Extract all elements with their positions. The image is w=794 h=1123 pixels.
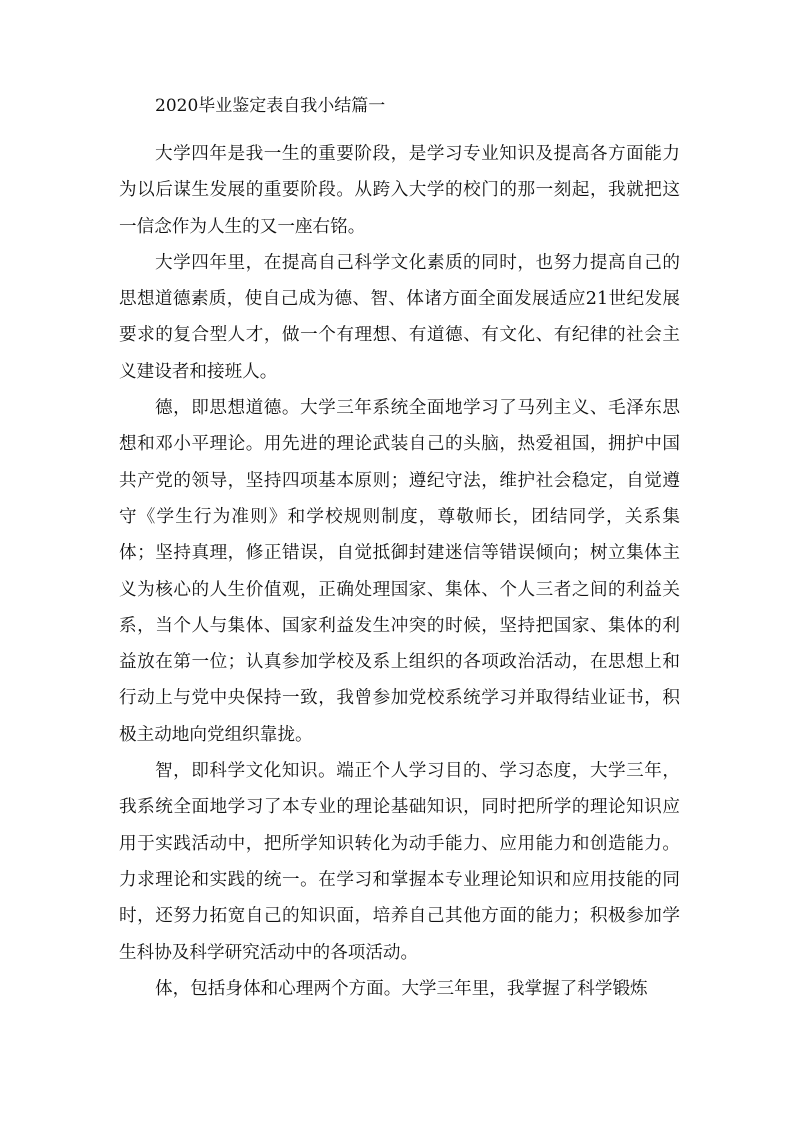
paragraph-moral: 德，即思想道德。大学三年系统全面地学习了马列主义、毛泽东思想和邓小平理论。用先进的理论武装自己的头脑，热爱祖国，拥护中国共产党的领导，坚持四项基本原则；遵纪守法，维护社会稳定，自觉遵守《学生行为准则》和学校规则制度，尊敬师长，团结同学，关系集体；坚持真理，修正错误，自觉抵御封建迷信等错误倾向；树立集体主义为核心的人生价值观，正确处理国家、集体、个人三者之间的利益关系，当个人与集体、国家利益发生冲突的时候，坚持把国家、集体的利益放在第一位；认真参加学校及系上组织的各项政治活动，在思想上和行动上与党中央保持一致，我曾参加党校系统学习并取得结业证书，积极主动地向党组织靠拢。	[119, 398, 680, 745]
paragraph-four-years: 大学四年里，在提高自己科学文化素质的同时，也努力提高自己的思想道德素质，使自己成为德、智、体诸方面全面发展适应21世纪发展要求的复合型人才，做一个有理想、有道德、有文化、有纪律的社会主义建设者和接班人。	[119, 252, 680, 382]
document-title: 2020毕业鉴定表自我小结篇一	[155, 96, 386, 116]
document-body	[119, 94, 680, 1007]
paragraph-physical: 体，包括身体和心理两个方面。大学三年里，我掌握了科学锻炼	[155, 978, 648, 999]
paragraph-knowledge: 智，即科学文化知识。端正个人学习目的、学习态度，大学三年，我系统全面地学习了本专业的理论基础知识，同时把所学的理论知识应用于实践活动中，把所学知识转化为动手能力、应用能力和创造能力。力求理论和实践的统一。在学习和掌握本专业理论知识和应用技能的同时，还努力拓宽自己的知识面，培养自己其他方面的能力；积极参加学生科协及科学研究活动中的各项活动。	[119, 761, 680, 963]
paragraph-intro: 大学四年是我一生的重要阶段，是学习专业知识及提高各方面能力为以后谋生发展的重要阶段。从跨入大学的校门的那一刻起，我就把这一信念作为人生的又一座右铭。	[119, 144, 680, 237]
